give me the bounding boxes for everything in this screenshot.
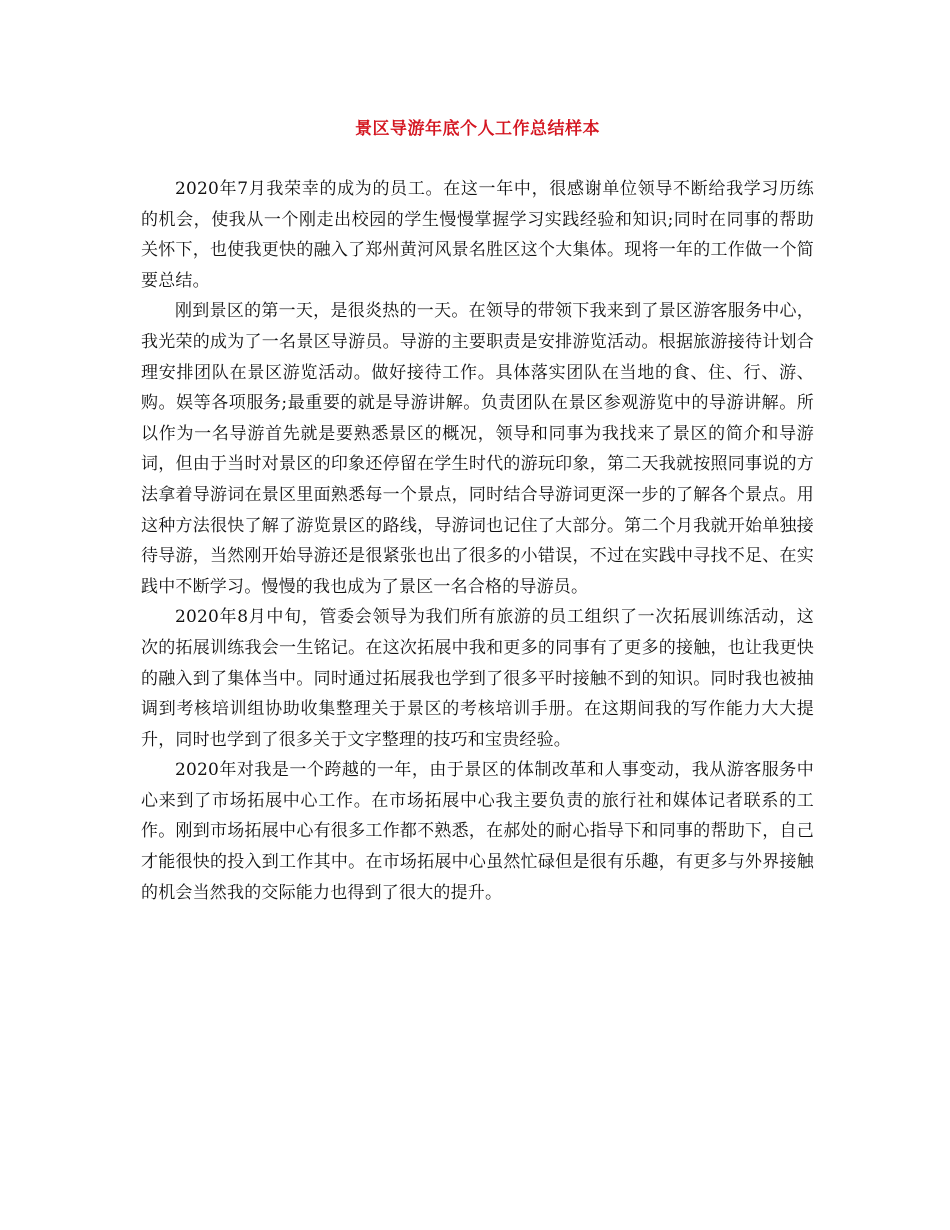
paragraph-2: 刚到景区的第一天，是很炎热的一天。在领导的带领下我来到了景区游客服务中心，我光荣的成为了一名景区导游员。导游的主要职责是安排游览活动。根据旅游接待计划合理安排团队在景区游览活动。做好接待工作。具体落实团队在当地的食、住、行、游、购。娱等各项服务;最重要的就是导游讲解。负责团队在景区参观游览中的导游讲解。所以作为一名导游首先就是要熟悉景区的概况，领导和同事为我找来了景区的简介和导游词，但由于当时对景区的印象还停留在学生时代的游玩印象，第二天我就按照同事说的方法拿着导游词在景区里面熟悉每一个景点，同时结合导游词更深一步的了解各个景点。用这种方法很快了解了游览景区的路线，导游词也记住了大部分。第二个月我就开始单独接待导游，当然刚开始导游还是很紧张也出了很多的小错误，不过在实践中寻找不足、在实践中不断学习。慢慢的我也成为了景区一名合格的导游员。 — [141, 301, 814, 597]
document-title: 景区导游年底个人工作总结样本 — [355, 119, 600, 139]
paragraph-3: 2020年8月中旬，管委会领导为我们所有旅游的员工组织了一次拓展训练活动，这次的拓展训练我会一生铭记。在这次拓展中我和更多的同事有了更多的接触，也让我更快的融入到了集体当中。同时通过拓展我也学到了很多平时接触不到的知识。同时我也被抽调到考核培训组协助收集整理关于景区的考核培训手册。在这期间我的写作能力大大提升，同时也学到了很多关于文字整理的技巧和宝贵经验。 — [141, 607, 814, 750]
paragraph-4: 2020年对我是一个跨越的一年，由于景区的体制改革和人事变动，我从游客服务中心来到了市场拓展中心工作。在市场拓展中心我主要负责的旅行社和媒体记者联系的工作。刚到市场拓展中心有很多工作都不熟悉，在郝处的耐心指导下和同事的帮助下，自己才能很快的投入到工作其中。在市场拓展中心虽然忙碌但是很有乐趣，有更多与外界接触的机会当然我的交际能力也得到了很大的提升。 — [141, 760, 814, 903]
paragraph-1: 2020年7月我荣幸的成为的员工。在这一年中，很感谢单位领导不断给我学习历练的机会，使我从一个刚走出校园的学生慢慢掌握学习实践经验和知识;同时在同事的帮助关怀下，也使我更快的融入了郑州黄河风景名胜区这个大集体。现将一年的工作做一个简要总结。 — [141, 179, 814, 291]
